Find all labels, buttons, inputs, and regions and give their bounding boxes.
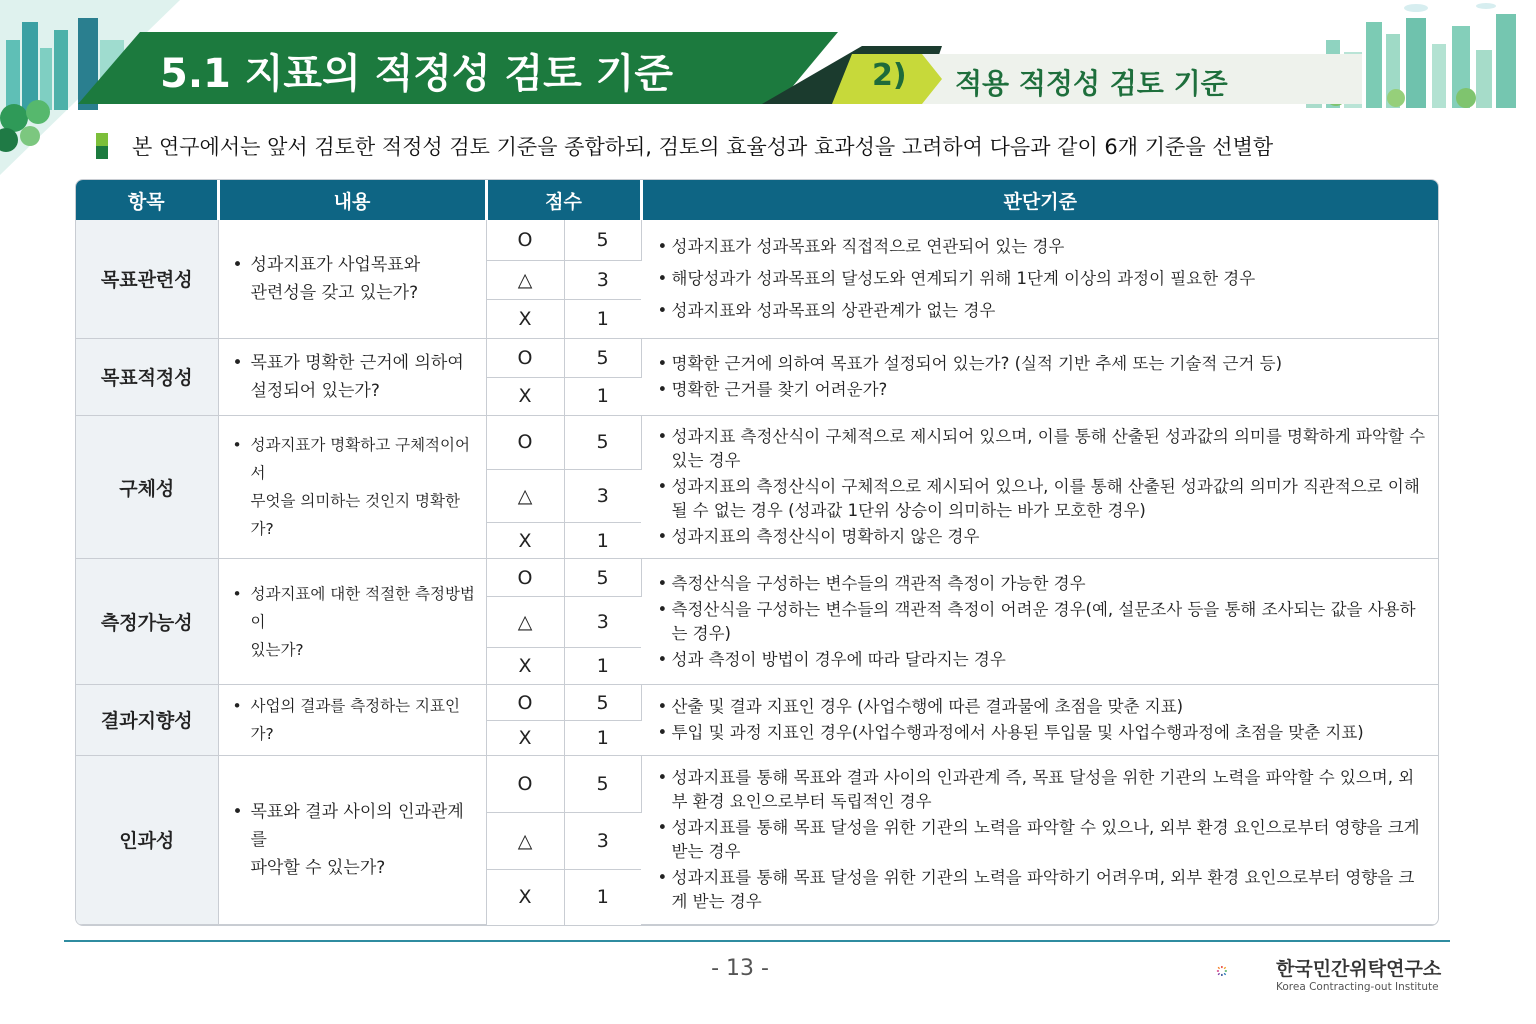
- content-line: • 성과지표에 대한 적절한 측정방법이: [233, 580, 478, 636]
- criteria-cell: [641, 220, 1438, 338]
- criteria-item: • 명확한 근거를 찾기 어려운가?: [672, 378, 1429, 402]
- table-row: [76, 685, 1438, 721]
- institute-name-english: Korea Contracting-out Institute: [1276, 981, 1439, 993]
- header-score: 점수: [486, 180, 641, 220]
- score-value: 5: [564, 755, 641, 812]
- content-line: • 성과지표가 명확하고 구체적이어서: [233, 431, 478, 487]
- score-value: 1: [564, 299, 641, 338]
- institute-name: 한국민간위탁연구소: [1276, 958, 1442, 980]
- page-title: 5.1 지표의 적정성 검토 기준: [160, 51, 673, 97]
- score-symbol: X: [486, 648, 564, 685]
- criteria-cell: [641, 685, 1438, 755]
- score-symbol: X: [486, 523, 564, 559]
- score-value: 5: [564, 415, 641, 469]
- score-symbol: X: [486, 721, 564, 755]
- content-cell: [218, 415, 486, 558]
- item-cell: 측정가능성: [76, 559, 218, 685]
- score-value: 1: [564, 721, 641, 755]
- score-symbol: △: [486, 260, 564, 299]
- header-content: 내용: [218, 180, 486, 220]
- score-value: 5: [564, 220, 641, 260]
- item-cell: 결과지향성: [76, 685, 218, 755]
- content-line: 파악할 수 있는가?: [250, 857, 386, 878]
- criteria-item: • 해당성과가 성과목표의 달성도와 연계되기 위해 1단계 이상의 과정이 필요한 경우: [672, 267, 1429, 291]
- subtitle: 적용 적정성 검토 기준: [955, 67, 1228, 100]
- content-line: • 성과지표가 사업목표와: [233, 251, 478, 279]
- content-cell: [218, 220, 486, 338]
- score-symbol: O: [486, 559, 564, 597]
- content-cell: [218, 685, 486, 755]
- content-line: • 사업의 결과를 측정하는 지표인가?: [233, 692, 478, 748]
- criteria-item: • 산출 및 결과 지표인 경우 (사업수행에 따른 결과물에 초점을 맞춘 지표): [672, 695, 1429, 719]
- score-symbol: X: [486, 377, 564, 415]
- intro-text: 본 연구에서는 앞서 검토한 적정성 검토 기준을 종합하되, 검토의 효율성과 효과성을 고려하여 다음과 같이 6개 기준을 선별함: [132, 135, 1274, 159]
- table-row: [76, 338, 1438, 377]
- institute-logo-icon: [1216, 946, 1268, 996]
- content-line: 설정되어 있는가?: [250, 380, 380, 401]
- score-symbol: O: [486, 338, 564, 377]
- score-value: 5: [564, 338, 641, 377]
- table-row: [76, 220, 1438, 260]
- item-cell: 구체성: [76, 415, 218, 558]
- criteria-item: • 성과지표 측정산식이 구체적으로 제시되어 있으며, 이를 통해 산출된 성과값의 의미를 명확하게 파악할 수 있는 경우: [672, 425, 1429, 473]
- score-symbol: X: [486, 299, 564, 338]
- criteria-item: • 성과지표를 통해 목표 달성을 위한 기관의 노력을 파악하기 어려우며, 외부 환경 요인으로부터 영향을 크게 받는 경우: [672, 866, 1429, 914]
- content-line: 무엇을 의미하는 것인지 명확한가?: [250, 492, 460, 539]
- score-symbol: O: [486, 755, 564, 812]
- criteria-item: • 성과지표가 성과목표와 직접적으로 연관되어 있는 경우: [672, 235, 1429, 259]
- score-symbol: △: [486, 470, 564, 523]
- content-line: • 목표가 명확한 근거에 의하여: [233, 349, 478, 377]
- item-cell: 목표적정성: [76, 338, 218, 415]
- criteria-item: • 측정산식을 구성하는 변수들의 객관적 측정이 가능한 경우: [672, 572, 1429, 596]
- table-row: [76, 415, 1438, 469]
- content-cell: [218, 559, 486, 685]
- score-value: 3: [564, 470, 641, 523]
- criteria-item: • 성과지표를 통해 목표 달성을 위한 기관의 노력을 파악할 수 있으나, 외부 환경 요인으로부터 영향을 크게 받는 경우: [672, 816, 1429, 864]
- score-symbol: △: [486, 812, 564, 869]
- criteria-item: • 성과지표와 성과목표의 상관관계가 없는 경우: [672, 299, 1429, 323]
- criteria-item: • 명확한 근거에 의하여 목표가 설정되어 있는가? (실적 기반 추세 또는 기술적 근거 등): [672, 352, 1429, 376]
- criteria-cell: [641, 559, 1438, 685]
- page-number: - 13 -: [711, 956, 769, 981]
- criteria-item: • 성과지표를 통해 목표와 결과 사이의 인과관계 즉, 목표 달성을 위한 기관의 노력을 파악할 수 있으며, 외부 환경 요인으로부터 독립적인 경우: [672, 766, 1429, 814]
- criteria-cell: [641, 338, 1438, 415]
- content-line: 있는가?: [250, 640, 304, 659]
- bullet-marker-icon: [96, 133, 108, 159]
- score-value: 5: [564, 685, 641, 721]
- score-symbol: O: [486, 220, 564, 260]
- score-symbol: O: [486, 685, 564, 721]
- content-cell: [218, 755, 486, 924]
- header-criteria: 판단기준: [641, 180, 1438, 220]
- score-symbol: △: [486, 597, 564, 648]
- content-line: 관련성을 갖고 있는가?: [250, 282, 419, 303]
- criteria-item: • 성과지표의 측정산식이 구체적으로 제시되어 있으나, 이를 통해 산출된 성과값의 의미가 직관적으로 이해될 수 없는 경우 (성과값 1단위 상승이 의미하는 바가 모호한 경우): [672, 475, 1429, 523]
- footer-divider: [64, 940, 1450, 942]
- score-value: 1: [596, 886, 609, 909]
- criteria-item: • 투입 및 과정 지표인 경우(사업수행과정에서 사용된 투입물 및 사업수행과정에 초점을 맞춘 지표): [672, 721, 1429, 745]
- criteria-item: • 성과지표의 측정산식이 명확하지 않은 경우: [672, 525, 1429, 549]
- table-header-row: [76, 180, 1438, 220]
- score-value: 1: [564, 523, 641, 559]
- criteria-item: • 측정산식을 구성하는 변수들의 객관적 측정이 어려운 경우(예, 설문조사 등을 통해 조사되는 값을 사용하는 경우): [672, 598, 1429, 646]
- score-value: 1: [564, 377, 641, 415]
- item-cell: 인과성: [76, 755, 218, 924]
- table-row: [76, 559, 1438, 597]
- score-value: 3: [564, 812, 641, 869]
- score-symbol: X: [486, 869, 564, 924]
- criteria-item: • 성과 측정이 방법이 경우에 따라 달라지는 경우: [672, 648, 1429, 672]
- criteria-cell: [641, 755, 1438, 924]
- score-value: 3: [564, 260, 641, 299]
- score-value: 1: [564, 648, 641, 685]
- subtitle-number: 2): [872, 58, 907, 93]
- table-row: [76, 755, 1438, 812]
- header-item: 항목: [76, 180, 218, 220]
- criteria-cell: [641, 415, 1438, 558]
- score-value: 3: [564, 597, 641, 648]
- content-cell: [218, 338, 486, 415]
- score-symbol: O: [486, 415, 564, 469]
- criteria-table: [75, 179, 1439, 926]
- intro-paragraph: [96, 130, 1426, 162]
- score-value: 5: [564, 559, 641, 597]
- item-cell: 목표관련성: [76, 220, 218, 338]
- content-line: • 목표와 결과 사이의 인과관계를: [233, 798, 478, 854]
